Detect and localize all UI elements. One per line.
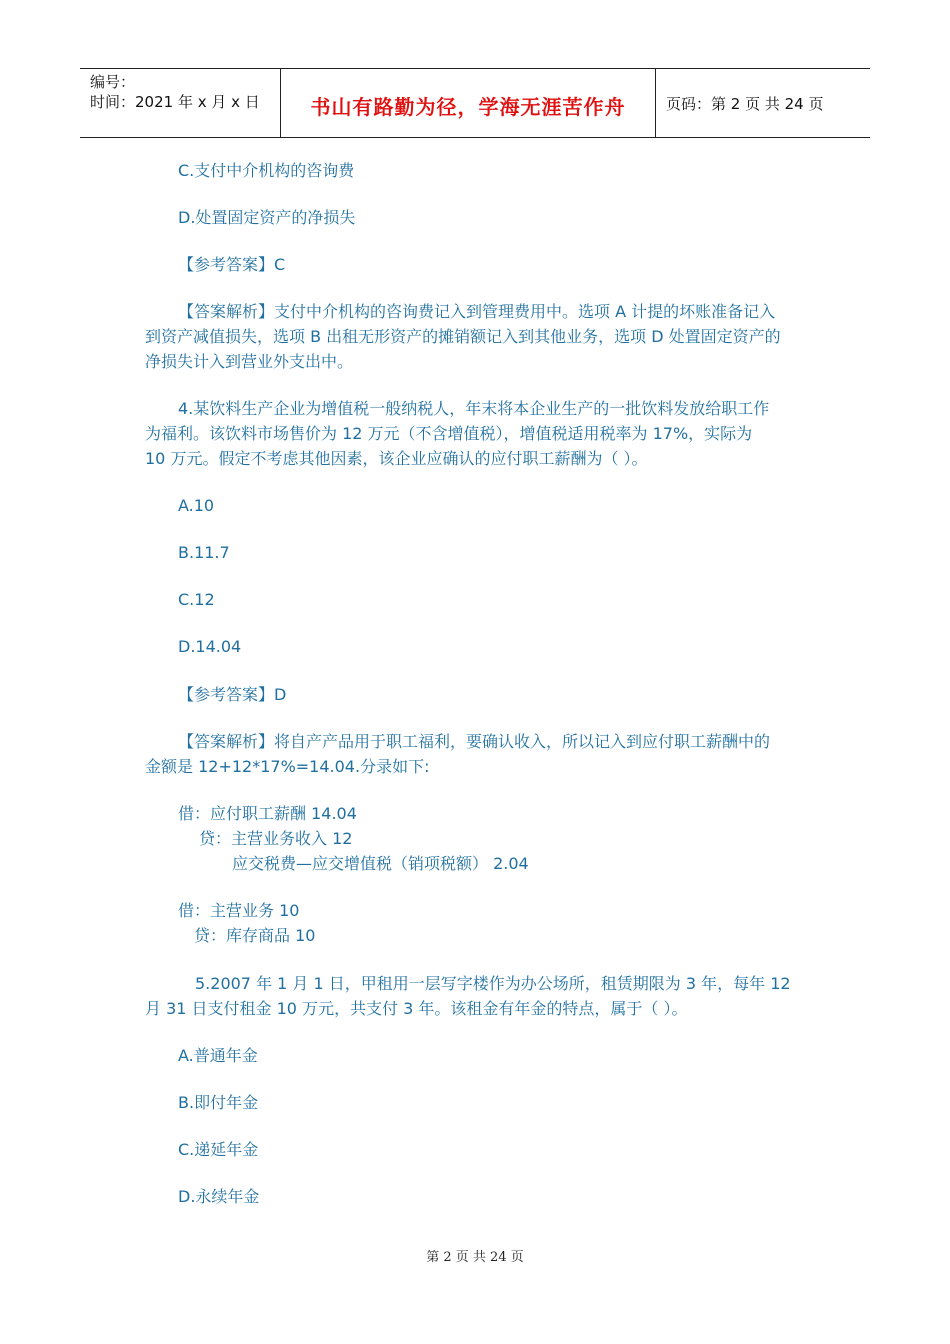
q4-answer: 【参考答案】D: [178, 685, 287, 704]
q5-option-d: D.永续年金: [178, 1187, 260, 1206]
q4-stem-line-3: 10 万元。假定不考虑其他因素，该企业应确认的应付职工薪酬为（ ）。: [145, 449, 648, 468]
q3-option-d: D.处置固定资产的净损失: [178, 208, 356, 227]
q4-explanation-line-1: 【答案解析】将自产产品用于职工福利，要确认收入，所以记入到应付职工薪酬中的: [178, 732, 771, 751]
q3-answer: 【参考答案】C: [178, 255, 286, 274]
header-motto-cell: [280, 69, 656, 137]
q5-option-a: A.普通年金: [178, 1046, 258, 1065]
page-header: [80, 68, 870, 138]
date-line: 时间：2021 年 x 月 x 日: [90, 93, 260, 111]
motto: 书山有路勤为径，学海无涯苦作舟: [310, 95, 626, 119]
header-meta-cell: [80, 69, 280, 137]
q4-option-c: C.12: [178, 590, 215, 609]
q4-option-a: A.10: [178, 496, 215, 515]
q3-explanation-line-3: 净损失计入到营业外支出中。: [145, 352, 354, 371]
page-info: 页码：第 2 页 共 24 页: [666, 95, 824, 113]
q3-option-c: C.支付中介机构的咨询费: [178, 161, 355, 180]
q5-stem-line-2: 月 31 日支付租金 10 万元，共支付 3 年。该租金有年金的特点，属于（ ）。: [145, 999, 688, 1018]
entry1-credit-2: 应交税费—应交增值税（销项税额） 2.04: [232, 854, 529, 873]
page-footer: 第 2 页 共 24 页: [426, 1250, 524, 1265]
header-page-cell: [656, 69, 870, 137]
q4-stem-line-1: 4.某饮料生产企业为增值税一般纳税人，年末将本企业生产的一批饮料发放给职工作: [178, 399, 770, 418]
q5-option-b: B.即付年金: [178, 1093, 259, 1112]
doc-number-label: 编号：: [90, 73, 136, 91]
q4-explanation-line-2: 金额是 12+12*17%=14.04.分录如下:: [145, 757, 430, 776]
q5-stem-line-1: 5.2007 年 1 月 1 日，甲租用一层写字楼作为办公场所，租赁期限为 3 年，每年 12: [195, 974, 791, 993]
q3-explanation-line-2: 到资产减值损失，选项 B 出租无形资产的摊销额记入到其他业务，选项 D 处置固定资产的: [145, 327, 781, 346]
entry1-debit: 借：应付职工薪酬 14.04: [178, 804, 357, 823]
q4-stem-line-2: 为福利。该饮料市场售价为 12 万元（不含增值税），增值税适用税率为 17%，实际为: [145, 424, 753, 443]
q3-explanation-line-1: 【答案解析】支付中介机构的咨询费记入到管理费用中。选项 A 计提的坏账准备记入: [178, 302, 776, 321]
q5-option-c: C.递延年金: [178, 1140, 259, 1159]
q4-option-b: B.11.7: [178, 543, 230, 562]
entry1-credit-1: 贷：主营业务收入 12: [199, 829, 353, 848]
q4-option-d: D.14.04: [178, 637, 242, 656]
entry2-credit: 贷：库存商品 10: [194, 926, 316, 945]
entry2-debit: 借：主营业务 10: [178, 901, 300, 920]
